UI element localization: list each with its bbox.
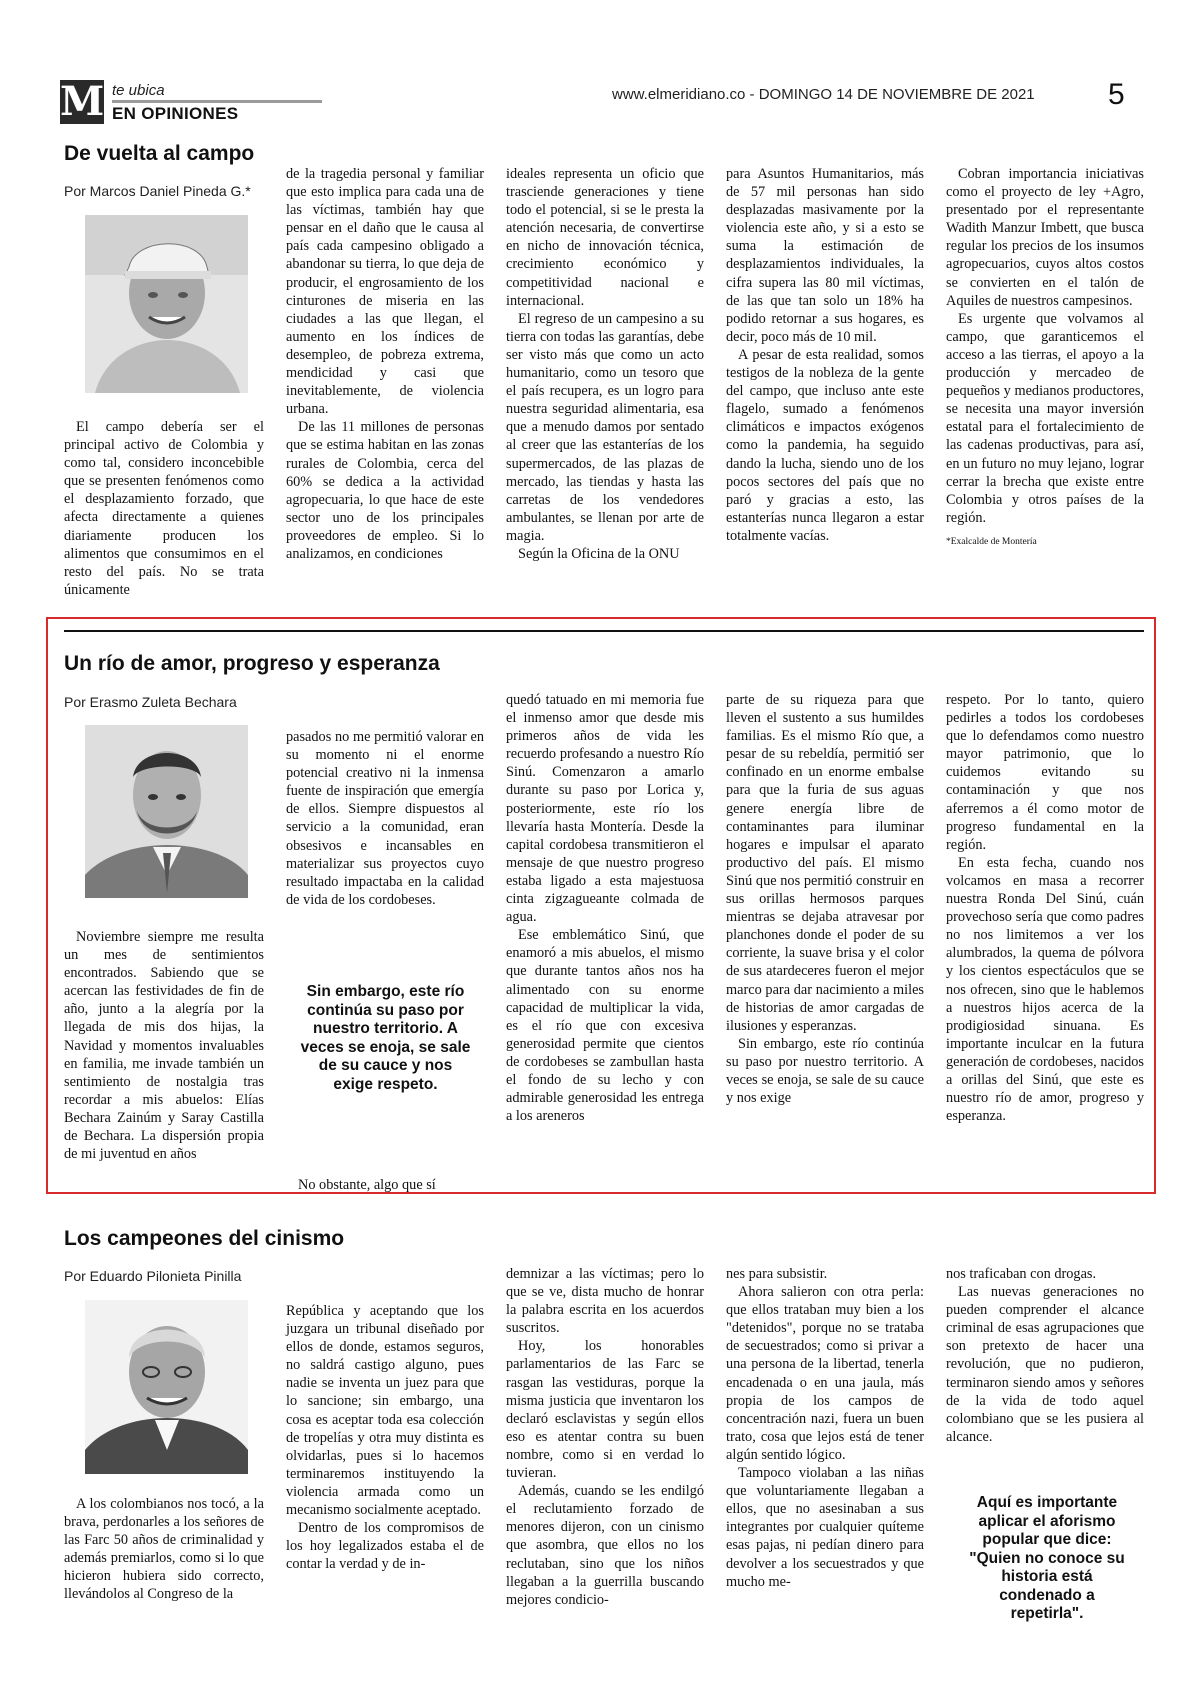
paragraph: El campo debería ser el principal activo de Colombia y como tal, considero inconcebible que se presenten fenómenos como el desplazamiento forzado, que afecta directamente a quienes diariamente producen los alimentos que consumimos en el resto del país. No se trata únicamente	[64, 419, 264, 598]
article2-column-3	[506, 691, 704, 1125]
paragraph: Además, cuando se les endilgó el reclutamiento forzado de menores dijeron, con un cinismo que asombra, que ellos no los reclutaban, sino que los niños llegaban a la guerrilla buscando mejores condicio-	[506, 1483, 704, 1608]
article2-column-2-end	[286, 1176, 484, 1194]
author-photo-zuleta	[85, 725, 248, 898]
portrait-image	[85, 1300, 248, 1474]
newspaper-logo: M	[60, 78, 105, 125]
article3-column-4	[726, 1265, 924, 1591]
paragraph: respeto. Por lo tanto, quiero pedirles a todos los cordobeses que lo defendamos como nuestro mayor patrimonio, que lo cuidemos evitando su contaminación y que nos aferremos a él como motor de progreso fundamental en la región.	[946, 692, 1144, 853]
article2-column-1	[64, 928, 264, 1163]
portrait-image	[85, 215, 248, 393]
article3-byline: Por Eduardo Pilonieta Pinilla	[64, 1268, 242, 1284]
section-name: EN OPINIONES	[112, 104, 239, 123]
paragraph: demnizar a las víctimas; pero lo que se ve, dista mucho de honrar la palabra escrita en los acuerdos suscritos.	[506, 1266, 704, 1337]
article2-pullquote: Sin embargo, este río continúa su paso por nuestro territorio. A veces se enoja, se sale de su cauce y nos exige respeto.	[300, 983, 471, 1093]
article3-title: Los campeones del cinismo	[64, 1227, 345, 1250]
paragraph: Las nuevas generaciones no pueden comprender el alcance criminal de esas agrupaciones que son pretexto de hacer una revolución, que no pudieron, terminaron siendo amos y señores de la vida de todo aquel colombiano que se les pusiera al alcance.	[946, 1284, 1144, 1445]
paragraph: Hoy, los honorables parlamentarios de las Farc se rasgan las vestiduras, porque la misma justicia que inventaron los declaró esclavistas y según ellos eso es atentar contra su buen nombre, como si en verdad lo tuvieran.	[506, 1338, 704, 1482]
author-footnote: *Exalcalde de Montería	[946, 536, 1037, 547]
paragraph: quedó tatuado en mi memoria fue el inmenso amor que desde mis primeros años de vida les recuerdo profesando a nuestro Río Sinú. Comenzaron a amarlo durante su paso por Lorica y, posteriormente, este río los llevaría hasta Montería. Desde la capital cordobesa transmitieron el mensaje de que nuestro progreso estaba ligado a esta majestuosa cinta zigzagueante colmada de agua.	[506, 692, 704, 926]
article3-column-2	[286, 1302, 484, 1573]
section-rule	[112, 100, 322, 103]
paragraph: para Asuntos Humanitarios, más de 57 mil personas han sido desplazadas masivamente por la violencia este año, y si a esto se suma la estimación de desplazamientos individuales, la cifra supera las 80 mil víctimas, de las que tan solo un 18% ha podido retornar a sus hogares, es decir, poco más de 10 mil.	[726, 166, 924, 345]
paragraph: De las 11 millones de personas que se estima habitan en las zonas rurales de Colombia, cerca del 60% se dedica a la actividad agropecuaria, lo que hace de este sector uno de los principales proveedores de empleo. Si lo analizamos, en condiciones	[286, 419, 484, 562]
article1-column-4	[726, 165, 924, 545]
paragraph: ideales representa un oficio que trasciende generaciones y tiene todo el potencial, si se le presta la atención necesaria, de convertirse en nicho de innovación técnica, crecimiento económico y competitividad nacional e internacional.	[506, 166, 704, 309]
paragraph: Cobran importancia iniciativas como el proyecto de ley +Agro, presentado por el representante Wadith Manzur Imbett, que busca regular los precios de los insumos agropecuarios, cuyos altos costos se convierten en el talón de Aquiles de nuestros campesinos.	[946, 166, 1144, 309]
paragraph: parte de su riqueza para que lleven el sustento a sus humildes familias. Es el mismo Río que, a pesar de su rebeldía, permitió ser confinado en un enorme embalse para que la furia de sus aguas genere energía libre de contaminantes para iluminar hogares e impulsar el aparato productivo del país. El mismo Sinú que nos permitió construir en sus orillas hermosos parques mientras se dejaba atravesar por planchones donde el poder de su corriente, la suave brisa y el color de sus atardeceres fueron el mejor marco para dar nacimiento a miles de historias de amor cargadas de ilusiones y esperanzas.	[726, 692, 924, 1034]
site-and-date: www.elmeridiano.co - DOMINGO 14 DE NOVIEMBRE DE 2021	[612, 86, 1035, 103]
paragraph: Es urgente que volvamos al campo, que garanticemos el acceso a las tierras, el apoyo a la producción y mercadeo de pequeños y medianos productores, se necesita una mayor inversión estatal para el fortalecimiento de las cadenas productivas, para así, en un futuro no muy lejano, lograr cerrar la brecha que existe entre Colombia y otros países de la región.	[946, 310, 1144, 526]
paragraph: República y aceptando que los juzgara un tribunal diseñado por ellos de donde, estamos seguros, no saldrá castigo alguno, pues nadie se inventa un juez para que lo sancione; sin embargo, una cosa es aceptar toda esa colección de tropelías y otra muy distinta es olvidarlas, pues si lo hacemos terminaremos instituyendo la violencia armada como un mecanismo socialmente aceptado.	[286, 1303, 484, 1519]
paragraph: Ese emblemático Sinú, que enamoró a mis abuelos, el mismo que durante tantos años nos ha alimentado con su enorme capacidad de multiplicar la vida, es el río que con excesiva generosidad permite que cientos de cordobeses se zambullan hasta el fondo de su lecho y con admirable generosidad les entrega a los areneros	[506, 927, 704, 1125]
article3-column-3	[506, 1265, 704, 1609]
author-photo-pilonieta	[85, 1300, 248, 1474]
paragraph: El regreso de un campesino a su tierra con todas las garantías, debe ser visto más que como un acto humanitario, como un tesoro que el país recupera, es un logro para nuestra seguridad alimentaria, esa que a menudo damos por sentado al creer que las estanterías de los supermercados, de las plazas de mercado, las tiendas y hasta las carretas de los vendedores ambulantes, se llenan por arte de magia.	[506, 310, 704, 544]
article1-column-1	[64, 418, 264, 599]
paragraph: Tampoco violaban a las niñas que voluntariamente llegaban a ellos, que no asesinaban a sus integrantes por cualquier quíteme esas pajas, ni pedían dinero para devolver a los secuestrados y que mucho me-	[726, 1465, 924, 1590]
article1-column-2	[286, 165, 484, 563]
article3-pullquote: Aquí es importante aplicar el aforismo popular que dice: "Quien no conoce su historia está condenado a repetirla".	[969, 1494, 1125, 1622]
paragraph: pasados no me permitió valorar en su momento ni el enorme potencial creativo ni la inmensa fuente de inspiración que emergía de ellos. Siempre dispuestos al servicio a la comunidad, eran obsesivos e incansables en materializar sus proyectos cuyo resultado impactaba en la calidad de vida de los cordobeses.	[286, 729, 484, 908]
article1-column-5	[946, 165, 1144, 551]
paragraph: de la tragedia personal y familiar que esto implica para cada una de las víctimas, también hay que pensar en el daño que le causa al país cada campesino obligado a abandonar su tierra, lo que deja de producir, el engrosamiento de los cinturones de miseria en las ciudades a las que llegan, el aumento en los índices de desempleo, de pobreza extrema, mendicidad y casi que inevitablemente, de violencia urbana.	[286, 166, 484, 418]
article2-title: Un río de amor, progreso y esperanza	[64, 652, 440, 675]
paragraph: En esta fecha, cuando nos volcamos en masa a recorrer nuestra Ronda Del Sinú, cuán provechoso sería que como padres no nos limitemos a ver los alumbrados, la quema de pólvora y los cientos espectáculos que se nos ofrecen, sino que le hablemos a nuestros hijos acerca de la prodigiosidad sinuana. Es importante inculcar en la futura generación de cordobeses, nacidos a orillas del Sinú, que este es nuestro río de amor, progreso y esperanza.	[946, 854, 1144, 1125]
paragraph: Sin embargo, este río continúa su paso por nuestro territorio. A veces se enoja, se sale de su cauce y nos exige	[726, 1035, 924, 1107]
paragraph: Noviembre siempre me resulta un mes de sentimientos encontrados. Sabiendo que se acercan las festividades de fin de año, junto a la alegría por la llegada de mis dos hijas, la Navidad y momentos invaluables en familia, me invade también un sentimiento de nostalgia tras recordar a mis abuelos: Elías Bechara Zainúm y Saray Castilla de Bechara. La dispersión propia de mi juventud en años	[64, 929, 264, 1163]
paragraph: A los colombianos nos tocó, a la brava, perdonarles a los señores de las Farc 50 años de criminalidad y además premiarlos, como si lo que hicieron hubiera sido correcto, llevándolos al Congreso de la	[64, 1496, 264, 1603]
article2-byline: Por Erasmo Zuleta Bechara	[64, 694, 237, 710]
paragraph: nes para subsistir.	[726, 1266, 828, 1282]
article3-column-1	[64, 1495, 264, 1604]
section-kicker: te ubica	[112, 82, 165, 99]
paragraph: No obstante, algo que sí	[298, 1177, 436, 1193]
paragraph: nos traficaban con drogas.	[946, 1266, 1097, 1282]
article1-column-3	[506, 165, 704, 563]
paragraph: Según la Oficina de la ONU	[518, 545, 680, 562]
article3-column-5	[946, 1265, 1144, 1446]
page-number: 5	[1108, 78, 1125, 111]
article2-column-5	[946, 691, 1144, 1125]
article1-title: De vuelta al campo	[64, 142, 255, 165]
portrait-image	[85, 725, 248, 898]
paragraph: A pesar de esta realidad, somos testigos de la nobleza de la gente del campo, que incluso ante este flagelo, sumado a fenómenos climáticos e impactos exógenos como la pandemia, ha seguido dando la lucha, siendo uno de los pocos sectores del país que no paró y gracias a esto, las estanterías nunca llegaron a estar totalmente vacías.	[726, 346, 924, 544]
author-photo-pineda	[85, 215, 248, 393]
article1-byline: Por Marcos Daniel Pineda G.*	[64, 183, 251, 199]
paragraph: Ahora salieron con otra perla: que ellos trataban muy bien a los "detenidos", porque no se trataba de secuestrados; como si privar a una persona de la libertad, tenerla encadenada o en una jaula, más propia de los campos de concentración nazi, fuera un buen trato, cosa que lejos está de tener algún sentido lógico.	[726, 1284, 924, 1463]
paragraph: Dentro de los compromisos de los hoy legalizados estaba el de contar la verdad y de in-	[286, 1520, 484, 1573]
article2-column-2	[286, 728, 484, 909]
article2-column-4	[726, 691, 924, 1107]
